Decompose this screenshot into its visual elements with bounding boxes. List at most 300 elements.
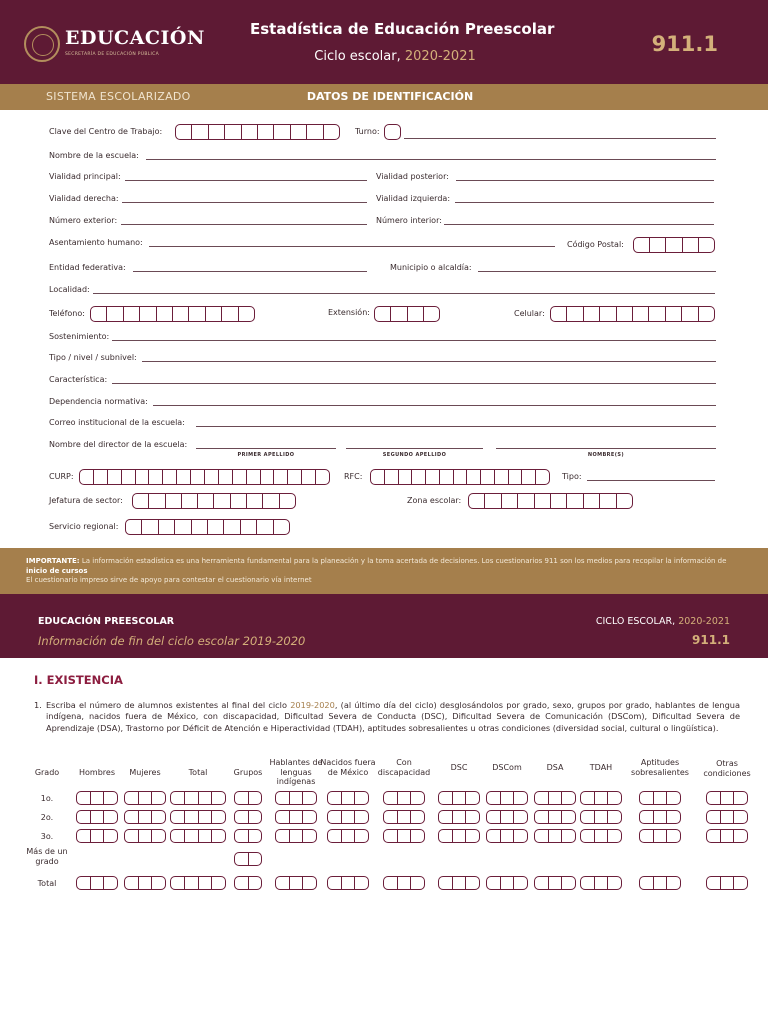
- input-cell: [91, 307, 106, 321]
- input-cell: [171, 877, 184, 889]
- input-cell: [246, 470, 260, 484]
- input-cell: [138, 811, 152, 823]
- input-cell: [410, 811, 424, 823]
- vialidad-derecha-field[interactable]: [122, 202, 367, 203]
- notice-text: La información estadística es una herramienta fundamental para la planeación y la toma acertada de decisiones. Los cuestionarios 911 son los medios para recopilar la información de: [81, 557, 727, 565]
- input-cell: [211, 811, 225, 823]
- count-input[interactable]: [486, 810, 528, 824]
- system-label: SISTEMA ESCOLARIZADO: [46, 90, 191, 103]
- row-label: 2o.: [40, 813, 54, 822]
- input-cell: [453, 470, 467, 484]
- input-cell: [158, 520, 174, 534]
- count-input[interactable]: [383, 791, 425, 805]
- input-cell: [410, 877, 424, 889]
- asentamiento-field[interactable]: [149, 246, 555, 247]
- servicio-label: Servicio regional:: [49, 522, 119, 531]
- input-cell: [550, 494, 566, 508]
- input-cell: [133, 494, 148, 508]
- count-input[interactable]: [639, 829, 681, 843]
- input-cell: [107, 470, 121, 484]
- input-cell: [211, 877, 225, 889]
- rfc-label: RFC:: [344, 472, 363, 481]
- municipio-field[interactable]: [478, 271, 716, 272]
- input-cell: [148, 494, 164, 508]
- col-header: DSCom: [492, 763, 522, 772]
- input-cell: [397, 877, 411, 889]
- nombres-caption: NOMBRE(S): [587, 452, 625, 458]
- count-input[interactable]: [275, 791, 317, 805]
- count-input[interactable]: [534, 876, 576, 890]
- sostenimiento-label: Sostenimiento:: [49, 332, 110, 341]
- count-input[interactable]: [234, 876, 262, 890]
- input-cell: [302, 792, 316, 804]
- input-cell: [513, 877, 527, 889]
- input-cell: [138, 830, 152, 842]
- count-input[interactable]: [76, 791, 118, 805]
- input-cell: [535, 792, 548, 804]
- dependencia-label: Dependencia normativa:: [49, 397, 148, 406]
- input-cell: [248, 792, 262, 804]
- input-cell: [733, 811, 747, 823]
- row-label: Más de un grado: [26, 847, 68, 866]
- input-cell: [148, 470, 162, 484]
- numero-interior-field[interactable]: [444, 224, 714, 225]
- turno-input[interactable]: [384, 124, 401, 140]
- section-title: EDUCACIÓN PREESCOLAR: [38, 616, 175, 627]
- input-cell: [594, 877, 608, 889]
- curp-label: CURP:: [49, 472, 74, 481]
- input-cell: [599, 307, 615, 321]
- input-cell: [439, 470, 453, 484]
- input-cell: [581, 877, 594, 889]
- count-input[interactable]: [170, 791, 226, 805]
- input-cell: [452, 792, 466, 804]
- input-cell: [213, 494, 229, 508]
- input-cell: [77, 830, 90, 842]
- input-cell: [665, 238, 681, 252]
- vialidad-posterior-label: Vialidad posterior:: [376, 172, 449, 181]
- input-cell: [238, 307, 254, 321]
- input-cell: [125, 792, 138, 804]
- localidad-label: Localidad:: [49, 285, 90, 294]
- existencia-title: I. EXISTENCIA: [34, 673, 123, 687]
- count-input[interactable]: [580, 829, 622, 843]
- count-input[interactable]: [639, 876, 681, 890]
- input-cell: [384, 877, 397, 889]
- input-cell: [465, 877, 479, 889]
- input-cell: [171, 811, 184, 823]
- director-label: Nombre del director de la escuela:: [49, 440, 188, 449]
- input-cell: [184, 792, 198, 804]
- input-cell: [354, 811, 368, 823]
- cct-input[interactable]: [175, 124, 340, 140]
- tipo-field[interactable]: [587, 480, 715, 481]
- vialidad-izquierda-label: Vialidad izquierda:: [376, 194, 451, 203]
- turno-label: Turno:: [355, 127, 380, 136]
- input-cell: [328, 792, 341, 804]
- vialidad-posterior-field[interactable]: [456, 180, 714, 181]
- input-cell: [466, 470, 480, 484]
- input-cell: [640, 792, 653, 804]
- correo-field[interactable]: [196, 426, 716, 427]
- input-cell: [707, 877, 720, 889]
- input-cell: [733, 830, 747, 842]
- input-cell: [513, 811, 527, 823]
- notice-line-2: El cuestionario impreso sirve de apoyo para contestar el cuestionario vía internet: [26, 576, 312, 584]
- director-segundo-apellido-field[interactable]: [346, 448, 483, 449]
- input-cell: [561, 830, 575, 842]
- caracteristica-field[interactable]: [112, 383, 716, 384]
- input-cell: [384, 811, 397, 823]
- input-cell: [561, 811, 575, 823]
- count-input[interactable]: [275, 810, 317, 824]
- col-header: Grupos: [233, 768, 263, 777]
- input-cell: [191, 520, 207, 534]
- director-nombres-field[interactable]: [496, 448, 716, 449]
- input-cell: [548, 877, 562, 889]
- count-input[interactable]: [275, 876, 317, 890]
- codigo-postal-input[interactable]: [633, 237, 715, 253]
- celular-input[interactable]: [550, 306, 715, 322]
- national-seal-icon: [24, 26, 60, 62]
- question-text-a: Escriba el número de alumnos existentes al final del ciclo: [46, 700, 287, 710]
- input-cell: [487, 830, 500, 842]
- count-input[interactable]: [486, 791, 528, 805]
- count-input[interactable]: [383, 876, 425, 890]
- input-cell: [487, 792, 500, 804]
- count-input[interactable]: [124, 791, 166, 805]
- col-header: Mujeres: [129, 768, 161, 777]
- input-cell: [260, 470, 274, 484]
- brand-subtitle: SECRETARÍA DE EDUCACIÓN PÚBLICA: [65, 52, 159, 57]
- row-label: 3o.: [40, 832, 54, 841]
- question-year: 2019-2020: [290, 700, 335, 710]
- input-cell: [494, 470, 508, 484]
- input-cell: [720, 877, 734, 889]
- input-cell: [583, 494, 599, 508]
- input-cell: [290, 125, 306, 139]
- input-cell: [211, 830, 225, 842]
- vialidad-izquierda-field[interactable]: [455, 202, 714, 203]
- input-cell: [302, 830, 316, 842]
- count-input[interactable]: [580, 876, 622, 890]
- input-cell: [707, 792, 720, 804]
- count-input[interactable]: [438, 829, 480, 843]
- count-input[interactable]: [234, 829, 262, 843]
- input-cell: [648, 307, 664, 321]
- input-cell: [341, 792, 355, 804]
- servicio-input[interactable]: [125, 519, 290, 535]
- input-cell: [439, 877, 452, 889]
- input-cell: [452, 830, 466, 842]
- input-cell: [733, 792, 747, 804]
- count-input[interactable]: [639, 810, 681, 824]
- input-cell: [323, 125, 339, 139]
- count-input[interactable]: [706, 876, 748, 890]
- input-cell: [484, 494, 500, 508]
- celular-label: Celular:: [514, 309, 545, 318]
- input-cell: [354, 877, 368, 889]
- tipo-nivel-label: Tipo / nivel / subnivel:: [49, 353, 137, 362]
- input-cell: [125, 830, 138, 842]
- col-header: Hablantes de lenguas indígenas: [269, 758, 323, 786]
- primer-apellido-caption: PRIMER APELLIDO: [237, 452, 295, 458]
- input-cell: [354, 830, 368, 842]
- input-cell: [640, 830, 653, 842]
- question-number: 1.: [34, 700, 42, 710]
- input-cell: [487, 877, 500, 889]
- input-cell: [276, 811, 289, 823]
- col-header: DSA: [546, 763, 564, 772]
- count-input[interactable]: [170, 810, 226, 824]
- input-cell: [248, 853, 262, 865]
- count-input[interactable]: [438, 791, 480, 805]
- turno-line[interactable]: [404, 138, 716, 139]
- input-cell: [315, 470, 329, 484]
- input-cell: [188, 307, 204, 321]
- notice-bold-2: inicio de cursos: [26, 566, 88, 575]
- count-input[interactable]: [580, 791, 622, 805]
- input-cell: [184, 830, 198, 842]
- input-cell: [279, 494, 295, 508]
- input-cell: [720, 792, 734, 804]
- curp-input[interactable]: [79, 469, 330, 485]
- codigo-postal-label: Código Postal:: [567, 240, 624, 249]
- nombre-escuela-field[interactable]: [146, 159, 716, 160]
- localidad-field[interactable]: [93, 293, 715, 294]
- input-cell: [500, 830, 514, 842]
- input-cell: [141, 520, 157, 534]
- input-cell: [425, 470, 439, 484]
- jefatura-input[interactable]: [132, 493, 296, 509]
- input-cell: [698, 307, 714, 321]
- section-band: [0, 84, 768, 110]
- count-input[interactable]: [124, 829, 166, 843]
- input-cell: [508, 470, 522, 484]
- count-input[interactable]: [534, 810, 576, 824]
- brand-name: EDUCACIÓN: [65, 27, 205, 49]
- input-cell: [469, 494, 484, 508]
- input-cell: [207, 520, 223, 534]
- tipo-nivel-field[interactable]: [142, 361, 716, 362]
- col-header: Con discapacidad: [377, 758, 431, 777]
- input-cell: [204, 470, 218, 484]
- count-input[interactable]: [534, 829, 576, 843]
- extension-label: Extensión:: [328, 308, 370, 317]
- input-cell: [517, 494, 533, 508]
- numero-exterior-label: Número exterior:: [49, 216, 118, 225]
- input-cell: [328, 830, 341, 842]
- input-cell: [594, 830, 608, 842]
- input-cell: [513, 830, 527, 842]
- director-primer-apellido-field[interactable]: [196, 448, 336, 449]
- rfc-input[interactable]: [370, 469, 550, 485]
- input-cell: [90, 877, 104, 889]
- input-cell: [566, 307, 582, 321]
- input-cell: [276, 792, 289, 804]
- col-header: Hombres: [79, 768, 115, 777]
- input-cell: [548, 811, 562, 823]
- input-cell: [198, 811, 212, 823]
- input-cell: [411, 470, 425, 484]
- input-cell: [198, 830, 212, 842]
- input-cell: [208, 125, 224, 139]
- count-input[interactable]: [124, 810, 166, 824]
- input-cell: [581, 830, 594, 842]
- input-cell: [407, 307, 423, 321]
- dependencia-field[interactable]: [153, 405, 716, 406]
- input-cell: [371, 470, 384, 484]
- input-cell: [198, 877, 212, 889]
- col-header: Otras condiciones: [703, 759, 751, 778]
- input-cell: [139, 307, 155, 321]
- input-cell: [666, 877, 680, 889]
- input-cell: [500, 792, 514, 804]
- count-input[interactable]: [706, 829, 748, 843]
- input-cell: [106, 307, 122, 321]
- input-cell: [465, 811, 479, 823]
- segundo-apellido-caption: SEGUNDO APELLIDO: [382, 452, 447, 458]
- input-cell: [410, 792, 424, 804]
- input-cell: [452, 811, 466, 823]
- sostenimiento-field[interactable]: [112, 340, 716, 341]
- form-title: Estadística de Educación Preescolar: [250, 20, 555, 38]
- count-input[interactable]: [234, 810, 262, 824]
- input-cell: [90, 792, 104, 804]
- input-cell: [535, 470, 549, 484]
- asentamiento-label: Asentamiento humano:: [49, 238, 143, 247]
- input-cell: [384, 830, 397, 842]
- input-cell: [561, 792, 575, 804]
- vialidad-principal-field[interactable]: [125, 180, 367, 181]
- input-cell: [289, 877, 303, 889]
- input-cell: [328, 877, 341, 889]
- input-cell: [439, 830, 452, 842]
- extension-input[interactable]: [374, 306, 440, 322]
- input-cell: [80, 470, 93, 484]
- count-input[interactable]: [234, 852, 262, 866]
- input-cell: [248, 811, 262, 823]
- count-input[interactable]: [124, 876, 166, 890]
- count-input[interactable]: [170, 876, 226, 890]
- input-cell: [341, 830, 355, 842]
- input-cell: [223, 520, 239, 534]
- input-cell: [93, 470, 107, 484]
- col-header: Grado: [34, 768, 60, 777]
- input-cell: [184, 877, 198, 889]
- col-header: Nacidos fuera de México: [320, 758, 376, 777]
- input-cell: [103, 811, 117, 823]
- count-input[interactable]: [76, 876, 118, 890]
- input-cell: [262, 494, 278, 508]
- input-cell: [302, 811, 316, 823]
- input-cell: [103, 877, 117, 889]
- telefono-input[interactable]: [90, 306, 255, 322]
- input-cell: [90, 830, 104, 842]
- zona-input[interactable]: [468, 493, 633, 509]
- vialidad-principal-label: Vialidad principal:: [49, 172, 121, 181]
- input-cell: [151, 811, 165, 823]
- input-cell: [707, 830, 720, 842]
- count-input[interactable]: [275, 829, 317, 843]
- count-input[interactable]: [327, 791, 369, 805]
- input-cell: [224, 125, 240, 139]
- count-input[interactable]: [639, 791, 681, 805]
- count-input[interactable]: [706, 791, 748, 805]
- input-cell: [698, 238, 714, 252]
- input-cell: [465, 792, 479, 804]
- input-cell: [616, 307, 632, 321]
- input-cell: [653, 792, 667, 804]
- input-cell: [276, 877, 289, 889]
- input-cell: [246, 494, 262, 508]
- input-cell: [640, 811, 653, 823]
- municipio-label: Municipio o alcaldía:: [390, 263, 472, 272]
- notice-bold: IMPORTANTE:: [26, 557, 80, 565]
- input-cell: [190, 470, 204, 484]
- input-cell: [302, 877, 316, 889]
- telefono-label: Teléfono:: [49, 309, 85, 318]
- input-cell: [198, 792, 212, 804]
- col-header: Aptitudes sobresalientes: [631, 758, 689, 777]
- count-input[interactable]: [580, 810, 622, 824]
- input-cell: [607, 877, 621, 889]
- count-input[interactable]: [486, 829, 528, 843]
- count-input[interactable]: [438, 810, 480, 824]
- input-cell: [181, 494, 197, 508]
- numero-exterior-field[interactable]: [121, 224, 367, 225]
- entidad-field[interactable]: [133, 271, 367, 272]
- input-cell: [151, 877, 165, 889]
- count-input[interactable]: [327, 810, 369, 824]
- input-cell: [384, 470, 398, 484]
- count-input[interactable]: [383, 829, 425, 843]
- input-cell: [121, 470, 135, 484]
- input-cell: [171, 792, 184, 804]
- count-input[interactable]: [76, 829, 118, 843]
- numero-interior-label: Número interior:: [376, 216, 442, 225]
- input-cell: [566, 494, 582, 508]
- input-cell: [211, 792, 225, 804]
- entidad-label: Entidad federativa:: [49, 263, 126, 272]
- count-input[interactable]: [327, 829, 369, 843]
- count-input[interactable]: [327, 876, 369, 890]
- count-input[interactable]: [486, 876, 528, 890]
- count-input[interactable]: [234, 791, 262, 805]
- count-input[interactable]: [383, 810, 425, 824]
- input-cell: [548, 830, 562, 842]
- input-cell: [126, 520, 141, 534]
- input-cell: [397, 811, 411, 823]
- input-cell: [681, 307, 697, 321]
- input-cell: [289, 792, 303, 804]
- input-cell: [632, 307, 648, 321]
- input-cell: [535, 811, 548, 823]
- count-input[interactable]: [706, 810, 748, 824]
- count-input[interactable]: [534, 791, 576, 805]
- input-cell: [500, 811, 514, 823]
- count-input[interactable]: [76, 810, 118, 824]
- input-cell: [135, 470, 149, 484]
- section-cycle-label: CICLO ESCOLAR,: [595, 616, 676, 627]
- input-cell: [513, 792, 527, 804]
- input-cell: [534, 494, 550, 508]
- input-cell: [171, 830, 184, 842]
- count-input[interactable]: [170, 829, 226, 843]
- section-header: [0, 594, 768, 658]
- input-cell: [666, 792, 680, 804]
- count-input[interactable]: [438, 876, 480, 890]
